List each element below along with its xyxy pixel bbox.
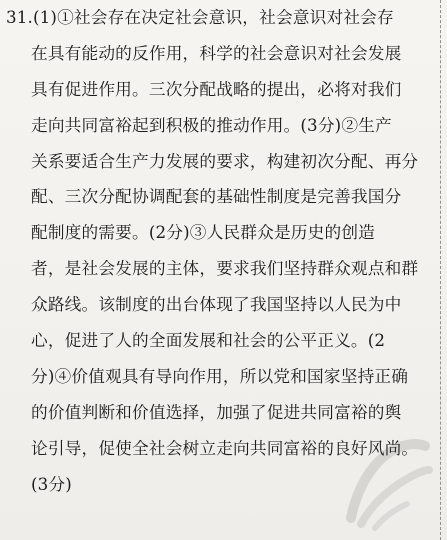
answer-line-3: 具有促进作用。三次分配战略的提出，必将对我们	[31, 78, 402, 99]
question-number: 31.	[6, 7, 33, 27]
answer-line-7: 配制度的需要。(2分)③人民群众是历史的创造	[31, 222, 375, 243]
answer-text-block	[6, 0, 434, 502]
answer-line-5: 关系要适合生产力发展的要求，构建初次分配、再分	[31, 150, 419, 171]
answer-line-6: 配、三次分配协调配套的基础性制度是完善我国分	[31, 186, 402, 207]
dashed-margin-rule	[440, 0, 441, 540]
answer-line-9: 众路线。该制度的出台体现了我国坚持以人民为中	[31, 294, 402, 315]
answer-line-14: (3分)	[31, 473, 72, 494]
answer-line-8: 者，是社会发展的主体，要求我们坚持群众观点和群	[31, 258, 419, 279]
answer-line-1	[6, 0, 434, 36]
answer-line-10: 心，促进了人的全面发展和社会的公平正义。(2	[31, 330, 386, 351]
answer-line-2: 在具有能动的反作用，科学的社会意识对社会发展	[31, 42, 402, 63]
answer-line-13: 论引导，促使全社会树立走向共同富裕的良好风尚。	[31, 437, 419, 458]
answer-line-1-text: (1)①社会存在决定社会意识，社会意识对社会存	[33, 7, 394, 27]
answer-line-12: 的价值判断和价值选择，加强了促进共同富裕的舆	[31, 401, 402, 422]
answer-line-4: 走向共同富裕起到积极的推动作用。(3分)②生产	[31, 114, 392, 135]
answer-line-11: 分)④价值观具有导向作用，所以党和国家坚持正确	[31, 365, 409, 386]
